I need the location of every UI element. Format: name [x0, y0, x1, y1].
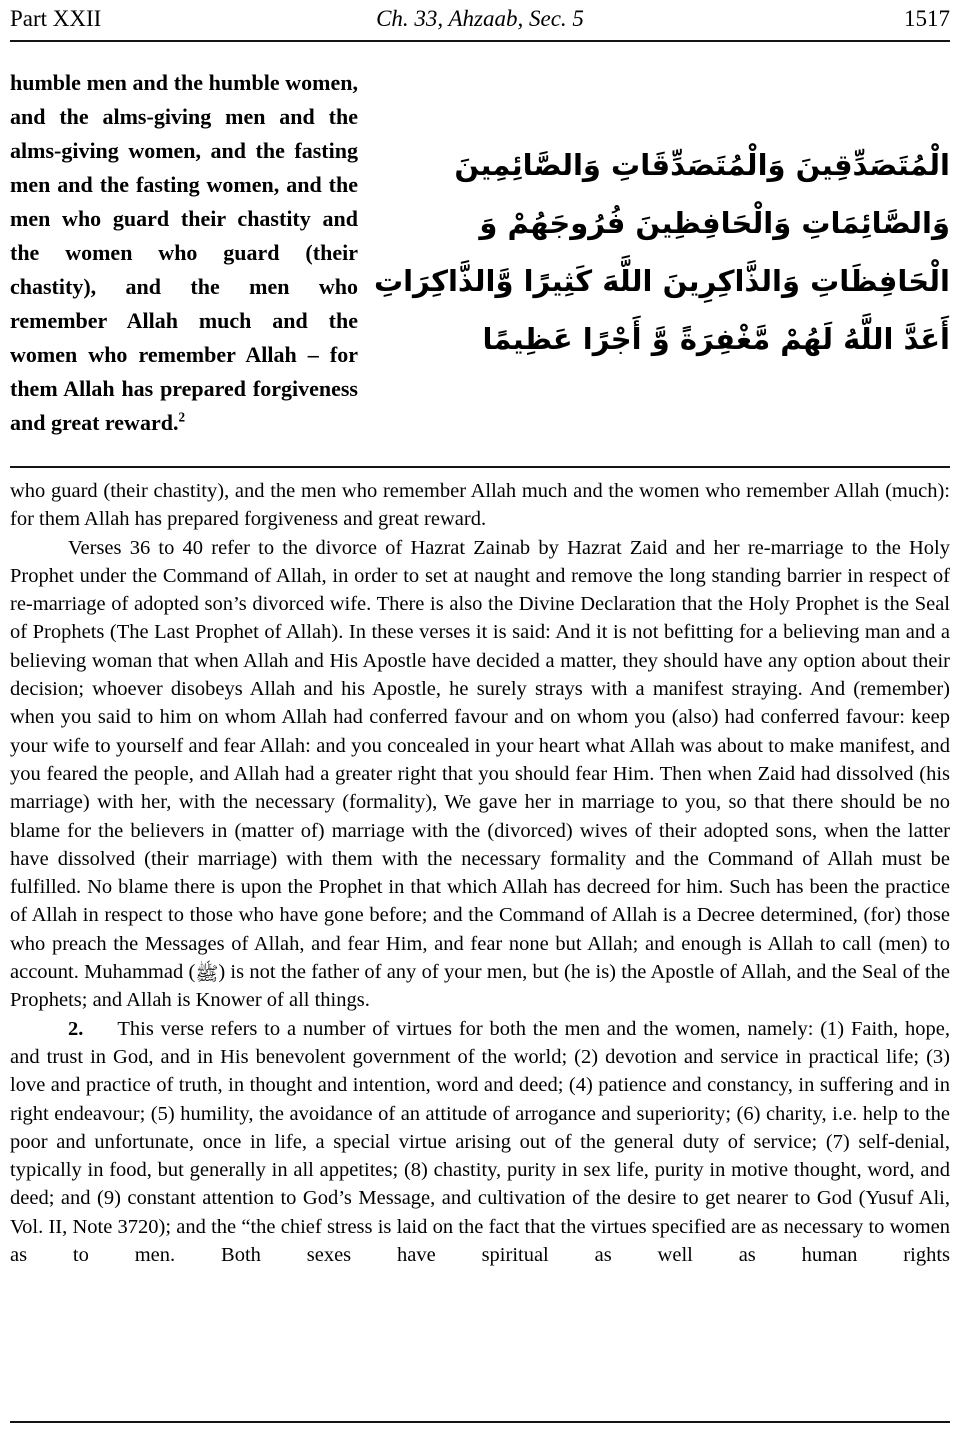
arabic-line-2: وَالصَّائِمَاتِ وَالْحَافِظِينَ فُرُوجَهُمْ وَ [479, 206, 950, 240]
arabic-line-4: أَعَدَّ اللَّهُ لَهُمْ مَّغْفِرَةً وَّ أَجْرًا عَظِيمًا [482, 322, 950, 356]
verse-translation [10, 66, 358, 440]
footnote-number: 2. [68, 1017, 84, 1040]
commentary-paragraph-note-2 [10, 1015, 950, 1270]
commentary-paragraph-verses-36-40 [10, 534, 950, 1015]
page-number: 1517 [904, 6, 950, 31]
section-divider-rule [10, 466, 950, 468]
footnote-marker: 2 [178, 409, 186, 425]
page-header [10, 0, 950, 32]
chapter-title: Ch. 33, Ahzaab, Sec. 5 [376, 6, 584, 31]
commentary-paragraph-continuation: who guard (their chastity), and the men who remember Allah much and the women who remember Allah (much): for them Allah has prepared forgiveness and great reward. [10, 480, 950, 531]
commentary-text-after-honorific: ) is not the father of any of your men, but (he is) the Apostle of Allah, and the Seal of the Prophets; and Allah is Knower of all things. [10, 961, 951, 1012]
arabic-verse [358, 66, 950, 440]
footnote-text: This verse refers to a number of virtues for both the men and the women, namely: (1) Faith, hope, and trust in God, and in His benevolent government of the world; (2) devotion and service in practical life; (3) love and practice of truth, in thought and intention, word and deed; (4) patience and constancy, in suffering and in right endeavour; (5) humility, the avoidance of an attitude of arrogance and superiority; (6) charity, i.e. help to the poor and unfortunate, once in life, a special virtue arising out of the general duty of service; (7) self-denial, typically in food, but generally in all appetites; (8) chastity, purity in sex life, purity in motive thought, word, and deed; and (9) constant attention to God’s Message, and cultivation of the desire to get nearer to God (Yusuf Ali, Vol. II, Note 3720); and the “the chief stress is laid on the fact that the virtues specified are as necessary to women as to men. Both sexes have spiritual as well as human rights [10, 1017, 950, 1267]
footer-rule [10, 1421, 950, 1423]
commentary-text-before-honorific: Verses 36 to 40 refer to the divorce of Hazrat Zainab by Hazrat Zaid and her re-marriage to the Holy Prophet under the Command of Allah, in order to set at naught and remove the long standing barrier in respect of re-marriage of adopted son’s divorced wife. There is also the Divine Declaration that the Holy Prophet is the Seal of Prophets (The Last Prophet of Allah). In these verses it is said: And it is not befitting for a believing man and a believing woman that when Allah and His Apostle have decided a matter, they should have any option about their decision; whoever disobeys Allah and his Apostle, he surely strays with a manifest straying. And (remember) when you said to him on whom Allah had conferred favour and on whom you (also) had conferred favour: keep your wife to yourself and fear Allah: and you concealed in your heart what Allah was about to make manifest, and you feared the people, and Allah had a greater right that you should fear Him. Then when Zaid had dissolved (his marriage) with her, with the necessary (formality), We gave her in marriage to you, so that there should be no blame for the believers in (matter of) marriage with the (divorced) wives of their adopted sons, when the latter have dissolved (their marriage) with them with the necessary formality and the Command of Allah must be fulfilled. No blame there is upon the Prophet in that which Allah has decreed for him. Such has been the practice of Allah in respect to those who have gone before; and the Command of Allah is a Decree determined, (for) those who preach the Messages of Allah, and fear Him, and fear none but Allah; and enough is Allah to call (men) to account. Muhammad ( [10, 536, 950, 984]
arabic-line-1: الْمُتَصَدِّقِينَ وَالْمُتَصَدِّقَاتِ وَالصَّائِمِينَ [454, 148, 950, 182]
part-label: Part XXII [10, 6, 102, 31]
commentary-section [10, 477, 950, 1269]
prophet-honorific-glyph: ﷺ [195, 963, 219, 986]
verse-translation-text: humble men and the humble women, and the alms-giving men and the alms-giving women, and the fasting men and the fasting women, and the men who guard their chastity and the women who guard (their chastity), and the men who remember Allah much and the women who remember Allah – for them Allah has prepared forgiveness and great reward. [10, 70, 358, 435]
arabic-line-3: الْحَافِظَاتِ وَالذَّاكِرِينَ اللَّهَ كَثِيرًا وَّالذَّاكِرَاتِ [373, 264, 950, 298]
verse-section [10, 42, 950, 440]
